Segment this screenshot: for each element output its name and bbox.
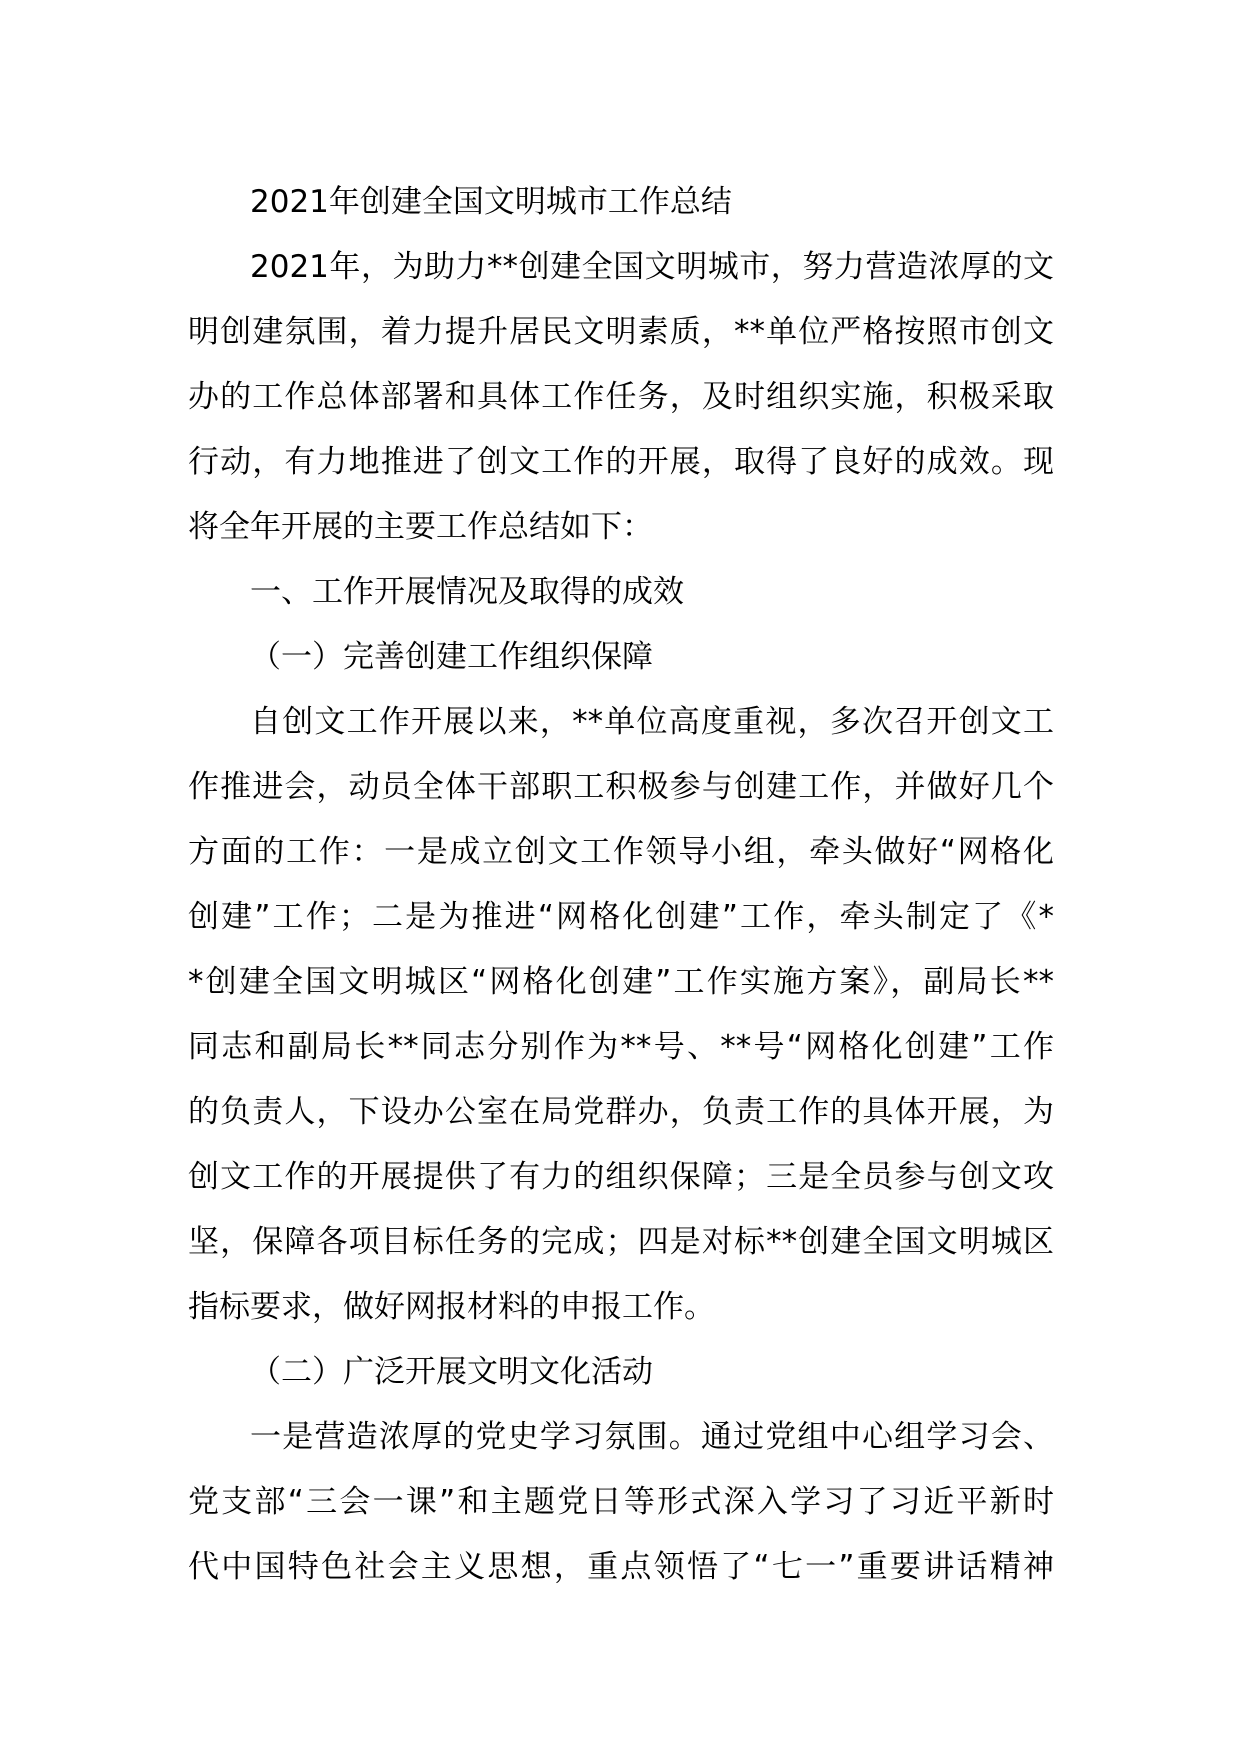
paragraph-line: 代中国特色社会主义思想，重点领悟了“七一”重要讲话精神	[188, 1549, 1054, 1585]
paragraph-line: 创建”工作；二是为推进“网格化创建”工作，牵头制定了《*	[188, 899, 1054, 935]
paragraph-line: 办的工作总体部署和具体工作任务，及时组织实施，积极采取	[188, 379, 1054, 415]
paragraph-line: 同志和副局长**同志分别作为**号、**号“网格化创建”工作	[188, 1029, 1054, 1065]
paragraph-line: 创文工作的开展提供了有力的组织保障；三是全员参与创文攻	[188, 1159, 1054, 1195]
paragraph-line: 2021年，为助力**创建全国文明城市，努力营造浓厚的文	[250, 249, 1054, 285]
paragraph-line: *创建全国文明城区“网格化创建”工作实施方案》，副局长**	[188, 964, 1054, 1000]
subsection-heading: （一）完善创建工作组织保障	[250, 639, 653, 675]
paragraph-line: 方面的工作：一是成立创文工作领导小组，牵头做好“网格化	[188, 834, 1054, 870]
paragraph-line: 自创文工作开展以来，**单位高度重视，多次召开创文工	[250, 704, 1054, 740]
paragraph-line: 行动，有力地推进了创文工作的开展，取得了良好的成效。现	[188, 444, 1054, 480]
paragraph-line: 将全年开展的主要工作总结如下：	[188, 509, 653, 545]
paragraph-line: 一是营造浓厚的党史学习氛围。通过党组中心组学习会、	[250, 1419, 1054, 1455]
paragraph-line: 明创建氛围，着力提升居民文明素质，**单位严格按照市创文	[188, 314, 1054, 350]
paragraph-line: 的负责人，下设办公室在局党群办，负责工作的具体开展，为	[188, 1094, 1054, 1130]
document-body	[188, 170, 1054, 1600]
document-title: 2021年创建全国文明城市工作总结	[250, 184, 732, 220]
paragraph-line: 坚，保障各项目标任务的完成；四是对标**创建全国文明城区	[188, 1224, 1054, 1260]
subsection-heading: （二）广泛开展文明文化活动	[250, 1354, 653, 1390]
paragraph-line: 党支部“三会一课”和主题党日等形式深入学习了习近平新时	[188, 1484, 1054, 1520]
paragraph-line: 作推进会，动员全体干部职工积极参与创建工作，并做好几个	[188, 769, 1054, 805]
paragraph-line: 指标要求，做好网报材料的申报工作。	[188, 1289, 715, 1325]
section-heading: 一、工作开展情况及取得的成效	[250, 574, 684, 610]
